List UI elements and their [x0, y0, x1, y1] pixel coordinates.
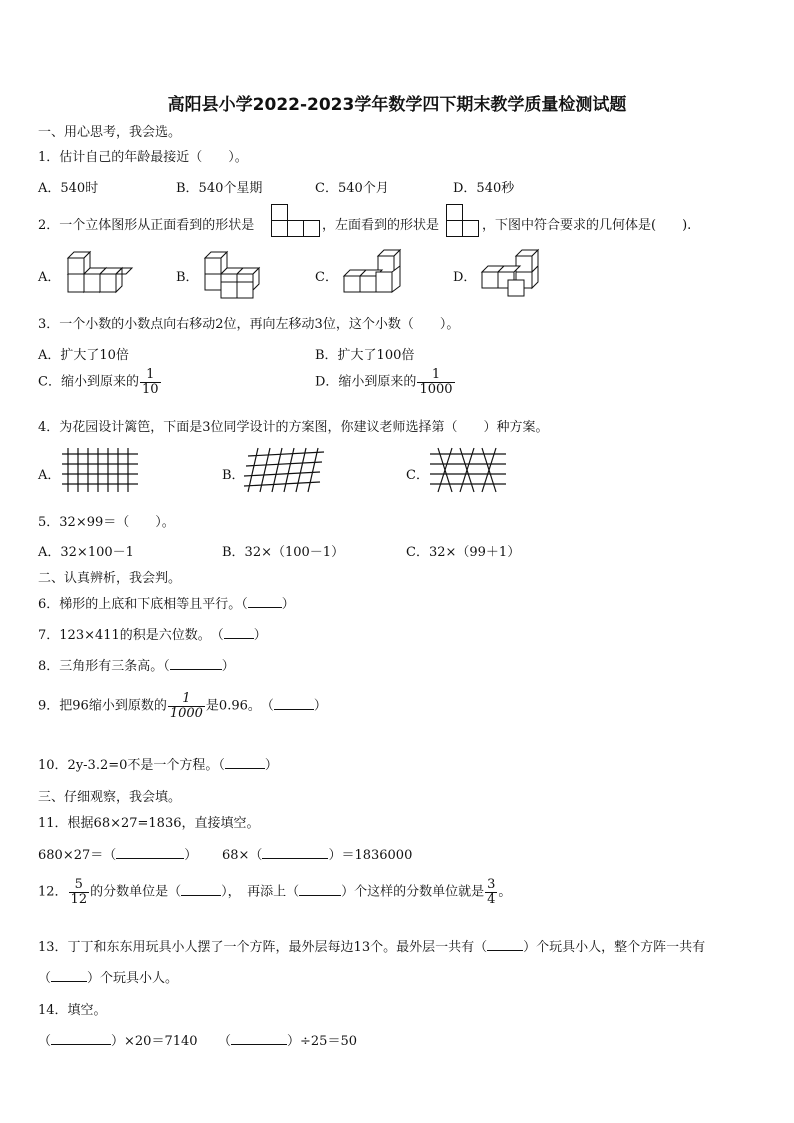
q3-option-c[interactable] [38, 368, 162, 396]
q3-stem: 3．一个小数的小数点向右移动2位，再向左移动3位，这个小数（ ）。 [38, 317, 460, 332]
q7 [38, 624, 267, 643]
q11-part2-pre: 68×（ [222, 848, 263, 863]
q3-option-a[interactable]: A．扩大了10倍 [38, 348, 129, 363]
q10-stem: 10．2y-3.2=0不是一个方程。（ [38, 758, 225, 773]
q2-stem-part1: 2．一个立体图形从正面看到的形状是 [38, 218, 255, 233]
q1-option-a[interactable]: A．540时 [38, 181, 99, 196]
q13-blank-2[interactable] [51, 969, 87, 982]
q2-option-c[interactable]: C． [315, 270, 338, 285]
q13-text-1: 13．丁丁和东东用玩具小人摆了一个方阵，最外层每边13个。最外层一共有（ [38, 940, 488, 955]
q12-text-3: ）个这样的分数单位就是 [341, 884, 485, 900]
fraction-denominator: 10 [141, 381, 159, 397]
q1-stem: 1．估计自己的年龄最接近（ ）。 [38, 150, 248, 165]
q6-stem: 6．梯形的上底和下底相等且平行。（ [38, 597, 248, 612]
q14-part2-pre: （ [218, 1034, 232, 1049]
q6-answer-blank[interactable] [248, 595, 282, 608]
q11-part1-blank[interactable] [116, 846, 184, 859]
q10-answer-blank[interactable] [225, 756, 265, 769]
q5-option-a[interactable]: A．32×100－1 [38, 545, 134, 560]
q9-pre: 9．把96缩小到原数的 [38, 698, 167, 714]
q2-option-d[interactable]: D． [453, 270, 477, 285]
q13-text-4: ）个玩具小人。 [87, 971, 179, 986]
q12-text-2: ）， 再添上（ [221, 884, 300, 900]
q10-paren-close: ） [264, 758, 278, 773]
fraction-numerator: 5 [69, 878, 90, 893]
q11-part2-blank[interactable] [262, 846, 328, 859]
q14-part1-pre: （ [38, 1034, 52, 1049]
q1-option-b[interactable]: B．540个星期 [176, 181, 263, 196]
q14-part2-post: ）÷25＝50 [287, 1034, 357, 1049]
fraction-numerator: 1 [168, 692, 205, 707]
fraction-numerator: 3 [487, 877, 496, 892]
q4-option-b[interactable]: B． [222, 468, 245, 483]
q9-paren-close: ） [313, 698, 327, 714]
fraction-denominator: 1000 [419, 381, 453, 397]
q1-option-d[interactable]: D．540秒 [453, 181, 515, 196]
q5-stem: 5．32×99＝（ ）。 [38, 515, 175, 530]
q12-blank-2[interactable] [299, 883, 341, 896]
q11-stem: 11．根据68×27=1836，直接填空。 [38, 816, 260, 831]
q12-blank-1[interactable] [181, 883, 221, 896]
q8-paren-close: ） [221, 659, 235, 674]
q2-option-a[interactable]: A． [38, 270, 61, 285]
q2-option-b-cubes-icon [203, 252, 267, 300]
q13-blank-1[interactable] [487, 938, 523, 951]
q4-stem: 4．为花园设计篱笆，下面是3位同学设计的方案图，你建议老师选择第（ ）种方案。 [38, 420, 549, 435]
q11-part1 [38, 844, 197, 863]
fraction-denominator: 12 [70, 891, 88, 907]
q12-number: 12． [38, 884, 68, 900]
page-title: 高阳县小学2022-2023学年数学四下期末教学质量检测试题 [167, 95, 627, 115]
q12-fraction-1 [69, 878, 90, 906]
q3-option-c-label: C．缩小到原来的 [38, 374, 139, 390]
q10 [38, 754, 278, 773]
q4-option-a-fence-grid [62, 448, 138, 492]
section-3-heading: 三、仔细观察，我会填。 [38, 790, 182, 805]
q14-part1-post: ）×20＝7140 [111, 1034, 198, 1049]
fraction-denominator: 1000 [169, 705, 203, 721]
q8-answer-blank[interactable] [170, 657, 222, 670]
q9-answer-blank[interactable] [274, 697, 314, 710]
q1-option-c[interactable]: C．540个月 [315, 181, 389, 196]
q2-option-c-cubes-icon [342, 250, 404, 296]
q11-part1-post: ） [184, 848, 198, 863]
q5-option-b[interactable]: B．32×（100－1） [222, 545, 345, 560]
q8 [38, 655, 235, 674]
q3-option-c-fraction [140, 368, 161, 396]
q2-option-a-cubes-icon [66, 252, 134, 296]
q3-option-d-label: D．缩小到原来的 [315, 374, 417, 390]
q9 [38, 692, 327, 720]
q14-part1-blank[interactable] [51, 1032, 111, 1045]
q8-stem: 8．三角形有三条高。（ [38, 659, 170, 674]
q4-option-a[interactable]: A． [38, 468, 61, 483]
q2-option-b[interactable]: B． [176, 270, 199, 285]
section-1-heading: 一、用心思考，我会选。 [38, 125, 182, 140]
q14-stem: 14．填空。 [38, 1003, 107, 1018]
q9-fraction [168, 692, 205, 720]
q13-line-2 [38, 967, 178, 986]
fraction-numerator: 1 [417, 368, 454, 383]
q13-text-2: ）个玩具小人，整个方阵一共有 [523, 940, 706, 955]
q2-front-view-figure [271, 204, 321, 238]
q11-part1-pre: 680×27＝（ [38, 848, 117, 863]
q3-option-d-fraction [417, 368, 454, 396]
q4-option-c[interactable]: C． [406, 468, 429, 483]
fraction-denominator: 4 [487, 891, 496, 907]
q2-stem-part2: ，左面看到的形状是 [322, 218, 440, 233]
q3-option-d[interactable] [315, 368, 456, 396]
q12-text-1: 的分数单位是（ [90, 884, 182, 900]
q6-paren-close: ） [281, 597, 295, 612]
q13-line-1 [38, 936, 705, 955]
q2-left-view-figure [446, 204, 482, 238]
q7-stem: 7．123×411的积是六位数。 （ [38, 628, 224, 643]
q11-part2-post: ）＝1836000 [328, 848, 413, 863]
q7-answer-blank[interactable] [224, 626, 254, 639]
q2-stem-part3: ，下图中符合要求的几何体是( ). [482, 218, 692, 233]
q13-text-3: （ [38, 971, 52, 986]
q4-option-b-fence-slanted [244, 448, 324, 492]
fraction-numerator: 1 [140, 368, 161, 383]
q12-end: 。 [498, 884, 512, 900]
q14-part2 [218, 1030, 357, 1049]
q14-part2-blank[interactable] [231, 1032, 287, 1045]
q2-option-d-cubes-icon [480, 250, 542, 298]
q5-option-c[interactable]: C．32×（99＋1） [406, 545, 521, 560]
q11-part2 [222, 844, 412, 863]
q3-option-b[interactable]: B．扩大了100倍 [315, 348, 415, 363]
q4-option-c-fence-crossed [430, 448, 506, 492]
q9-post: 是0.96。 （ [205, 698, 274, 714]
q12-fraction-2 [485, 878, 497, 906]
q7-paren-close: ） [253, 628, 267, 643]
section-2-heading: 二、认真辨析，我会判。 [38, 571, 182, 586]
q6 [38, 593, 295, 612]
q14-part1 [38, 1030, 198, 1049]
q12 [38, 878, 511, 906]
